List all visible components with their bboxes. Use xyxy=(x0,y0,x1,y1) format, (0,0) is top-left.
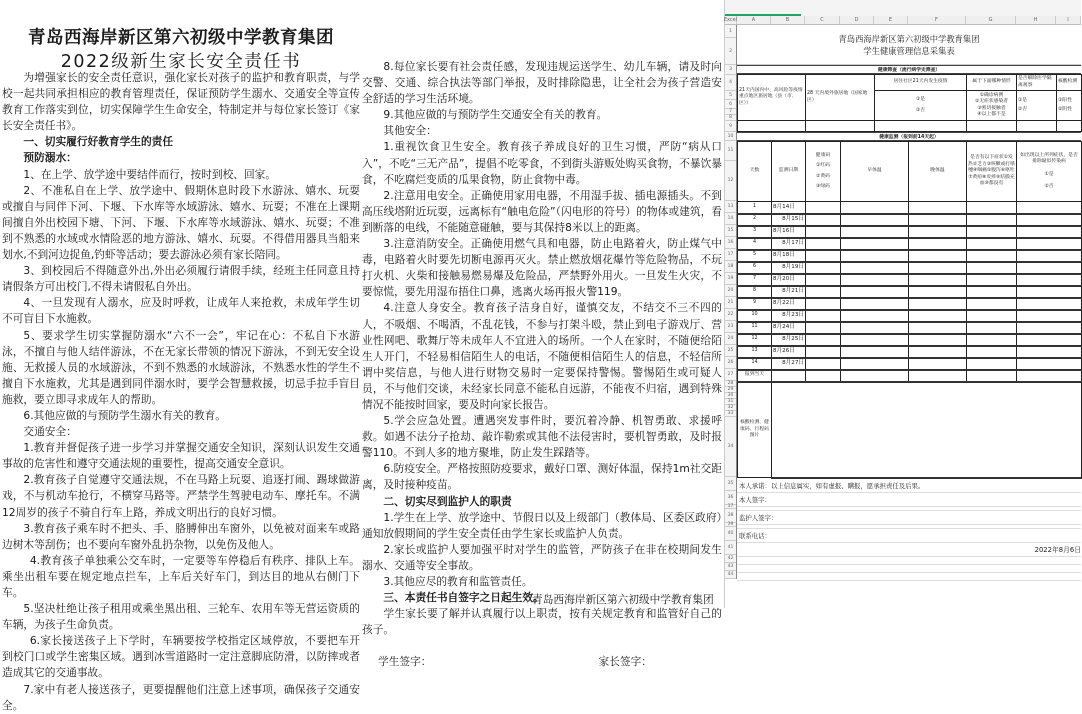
pledge-row xyxy=(737,479,1081,493)
row-header[interactable]: 34 xyxy=(725,417,736,477)
health-code-cell[interactable] xyxy=(806,214,841,226)
responsibility-letter-page-1 xyxy=(0,0,362,712)
answer-cell[interactable] xyxy=(1017,121,1057,132)
report-day-label: 报到当天 xyxy=(738,370,772,382)
row-header[interactable]: 40 xyxy=(725,527,736,541)
day-header: 天数 xyxy=(738,142,772,202)
row-header[interactable]: 30 xyxy=(725,393,736,399)
morning-temp-cell[interactable] xyxy=(841,262,909,274)
day-cell[interactable]: 11 xyxy=(738,322,772,334)
diagnosis-cell[interactable] xyxy=(1017,370,1082,382)
symptoms-cell[interactable] xyxy=(967,346,1017,358)
history-q4-header[interactable]: 属于下面哪种情形 xyxy=(967,75,1017,91)
monitor-row xyxy=(738,310,1082,322)
sheet-title xyxy=(737,25,1081,65)
row-header[interactable]: 17 xyxy=(725,249,736,261)
monitor-row xyxy=(738,286,1082,298)
column-header[interactable]: D xyxy=(840,16,874,24)
closing-paragraph: 学生家长要了解并认真履行以上职责，按有关规定教育和监管好自己的孩子。 xyxy=(362,607,722,637)
history-q6-header[interactable]: 核酸检测 xyxy=(1057,75,1082,91)
diagnosis-cell[interactable] xyxy=(1017,262,1082,274)
date-cell[interactable]: 8月27日 xyxy=(772,358,806,370)
traffic-item: 7.家中有老人接送孩子，更要提醒他们注意上述事项，确保孩子交通安全。 xyxy=(2,682,360,712)
row-header[interactable]: 33 xyxy=(725,411,736,417)
evening-temp-cell[interactable] xyxy=(909,262,967,274)
row-header[interactable]: 8 xyxy=(725,115,736,121)
row-header[interactable]: 16 xyxy=(725,237,736,249)
monitor-row xyxy=(738,250,1082,262)
symptoms-cell[interactable] xyxy=(967,274,1017,286)
option: ②否 xyxy=(915,108,926,113)
row-header[interactable]: 21 xyxy=(725,297,736,309)
row-header[interactable]: 19 xyxy=(725,273,736,285)
responsibility-letter-page-2 xyxy=(362,0,724,669)
row-header[interactable]: 13 xyxy=(725,201,736,213)
row-header[interactable]: 39 xyxy=(725,523,736,527)
history-q1-cell[interactable]: 21天内国内中、高风险等疫情重点地区旅居地（县（市、区）） xyxy=(738,75,806,121)
evening-temp-cell[interactable] xyxy=(909,358,967,370)
option: ④以上都不是 xyxy=(977,112,1006,117)
drowning-item: 4、一旦发现有人溺水，应及时呼救，让成年人来抢救，未成年学生切不可盲目下水施救。 xyxy=(2,296,360,326)
morning-temp-cell[interactable] xyxy=(841,226,909,238)
row-header[interactable]: 1 xyxy=(725,25,736,38)
photo-area[interactable] xyxy=(772,382,1082,478)
history-q5-header[interactable]: 是否解除医学隔离观察 xyxy=(1017,75,1057,91)
date-cell[interactable] xyxy=(772,370,806,382)
monitor-row xyxy=(738,274,1082,286)
monitor-row xyxy=(738,322,1082,334)
evening-temp-cell[interactable] xyxy=(909,214,967,226)
traffic-item: 6.家长接送孩子上下学时，车辆要按学校指定区域停放，不要把车开到校门口或学生密集区域。遇到冰雪道路时一定注意脚底防滑，以防摔或者造成其它的交通事故。 xyxy=(2,634,360,680)
date-cell[interactable]: 8月19日 xyxy=(772,262,806,274)
morning-temp-cell[interactable] xyxy=(841,334,909,346)
day-cell[interactable]: 10 xyxy=(738,310,772,322)
evening-temp-cell[interactable] xyxy=(909,322,967,334)
diagnosis-cell[interactable] xyxy=(1017,202,1082,214)
symptoms-cell[interactable] xyxy=(967,226,1017,238)
row-header[interactable]: 4 xyxy=(725,75,736,91)
row-header[interactable]: 25 xyxy=(725,345,736,357)
day-cell[interactable]: 3 xyxy=(738,226,772,238)
answer-cell[interactable] xyxy=(738,121,806,132)
phone-label: 联系电话： xyxy=(739,531,771,540)
report-day-row xyxy=(738,370,1082,382)
diagnosis-cell[interactable] xyxy=(1017,238,1082,250)
diagnosis-cell[interactable] xyxy=(1017,274,1082,286)
date-cell[interactable]: 8月21日 xyxy=(772,286,806,298)
label: 健康码 xyxy=(815,152,831,158)
health-code-cell[interactable] xyxy=(806,370,841,382)
date-cell[interactable]: 8月18日 xyxy=(772,250,806,262)
answer-cell[interactable] xyxy=(967,121,1017,132)
day-cell[interactable]: 9 xyxy=(738,298,772,310)
evening-temp-cell[interactable] xyxy=(909,298,967,310)
day-cell[interactable]: 8 xyxy=(738,286,772,298)
column-header-bar xyxy=(725,16,1081,25)
guardian-signature-label: 监护人签字： xyxy=(739,513,778,522)
sheet-title-org: 青岛西海岸新区第六初级中学教育集团 xyxy=(838,33,980,44)
traffic-heading: 交通安全： xyxy=(23,425,77,439)
diagnosis-cell[interactable] xyxy=(1017,250,1082,262)
drowning-heading: 预防溺水： xyxy=(23,151,77,165)
date-cell[interactable]: 8月25日 xyxy=(772,334,806,346)
row-header[interactable]: 20 xyxy=(725,285,736,297)
morning-temp-cell[interactable] xyxy=(841,370,909,382)
history-q2-cell[interactable]: 28 天内境外旅居地（国家地区） xyxy=(806,75,875,121)
row-header[interactable]: 15 xyxy=(725,225,736,237)
other-safety-item: 1.重视饮食卫生安全。教育孩子养成良好的卫生习惯，严防“病从口入”，不吃“三无产品”，提倡不吃零食，不到街头游贩处购买食物，不暴饮暴食，不吃腐烂变质的瓜果食物，防止食物中毒。 xyxy=(362,140,722,186)
footer-org: 青岛西海岸新区第六初级中学教育集团 xyxy=(532,593,714,606)
diagnosis-cell[interactable] xyxy=(1017,226,1082,238)
symptoms-cell[interactable] xyxy=(967,334,1017,346)
evening-temp-cell[interactable] xyxy=(909,250,967,262)
row-header[interactable]: 44 xyxy=(725,571,736,579)
option: ①阳性 xyxy=(1058,97,1072,103)
photo-label: 核酸检测、健康码、行程码图片 xyxy=(738,382,772,478)
symptoms-cell[interactable] xyxy=(967,286,1017,298)
row-header[interactable]: 23 xyxy=(725,321,736,333)
symptoms-cell[interactable] xyxy=(967,250,1017,262)
date-cell[interactable]: 8月26日 xyxy=(772,346,806,358)
health-code-cell[interactable] xyxy=(806,346,841,358)
symptoms-cell[interactable] xyxy=(967,358,1017,370)
day-cell[interactable]: 4 xyxy=(738,238,772,250)
other-safety-item: 4.注意人身安全。教育孩子洁身自好，谨慎交友，不结交不三不四的人，不吸烟、不喝酒，不乱花钱，不参与打架斗殴，禁止到电子游戏厅、营业性网吧、歌舞厅等未成年人不宜进入的场所。一个人在家时，不随便给陌生人开门，不轻易相信陌生人的电话，不随便相信陌生人的信息，不轻信所谓中奖信息，与他人进行财物交易时一定要保持警惕。警惕陌生或可疑人员，不与他们交谈，未经家长同意不能私自远游，不能夜不归宿，遇到特殊情况不能按时回家，要及时向家长报告。 xyxy=(362,301,722,411)
option: ①是 xyxy=(1044,171,1054,177)
morning-temp-cell[interactable] xyxy=(841,322,909,334)
symptoms-header: 是否有以下症状①发热②乏力③咳嗽或打喷嚏④咽痛⑤腹泻⑥呕吐⑦黄疸⑧皮疹⑨结膜充血⑩都没有 xyxy=(967,142,1017,202)
row-header[interactable]: 9 xyxy=(725,121,736,132)
signature-row xyxy=(362,654,722,670)
morning-temp-cell[interactable] xyxy=(841,214,909,226)
parent-signature-label: 家长签字： xyxy=(598,655,652,669)
traffic-item: 5.坚决杜绝让孩子租用或乘坐黑出租、三轮车、农用车等无营运资质的车辆，为孩子生命负责。 xyxy=(2,602,360,632)
health-code-cell[interactable] xyxy=(806,226,841,238)
student-signature-label: 学生签字： xyxy=(378,655,432,669)
monitor-row xyxy=(738,358,1082,370)
health-code-cell[interactable] xyxy=(806,274,841,286)
section3-heading: 三、本责任书自签字之日起生效。 xyxy=(383,591,544,605)
morning-temp-cell[interactable] xyxy=(841,298,909,310)
date-cell[interactable]: 8月15日 xyxy=(772,214,806,226)
symptoms-cell[interactable] xyxy=(967,298,1017,310)
org-title: 青岛西海岸新区第六初级中学教育集团 xyxy=(28,28,334,48)
guardian-item: 2.家长或监护人要加强平时对学生的监管，严防孩子在非在校期间发生溺水、交通等安全事故。 xyxy=(362,542,722,572)
section1-heading: 一、切实履行好教育学生的责任 xyxy=(23,135,174,149)
empty-row[interactable] xyxy=(737,573,1081,581)
option: ②黄码 xyxy=(816,173,830,179)
page2-body xyxy=(362,59,722,670)
self-signature-row[interactable] xyxy=(737,493,1081,507)
evening-temp-cell[interactable] xyxy=(909,370,967,382)
other-safety-item: 6.防疫安全。严格按照防疫要求，戴好口罩、测好体温，保持1m社交距离，及时接种疫苗。 xyxy=(362,462,722,492)
option: ③密切接触者 xyxy=(977,105,1006,111)
signature-area xyxy=(737,479,1081,581)
row-header[interactable]: 32 xyxy=(725,405,736,411)
diagnosis-cell[interactable] xyxy=(1017,322,1082,334)
morning-temp-cell[interactable] xyxy=(841,202,909,214)
row-header[interactable]: 41 xyxy=(725,541,736,555)
other-safety-item: 5.学会应急处置。遭遇突发事件时，要沉着冷静、机智勇敢、求援呼救。如遇不法分子抢劫、敲诈勒索或其他不法侵害时，要机智勇敢，及时报警110。不到人多的地方聚堆，防止发生踩踏等。 xyxy=(362,414,722,460)
symptoms-cell[interactable] xyxy=(967,238,1017,250)
symptoms-cell[interactable] xyxy=(967,322,1017,334)
row-header[interactable]: 28 xyxy=(725,381,736,387)
answer-cell[interactable] xyxy=(875,121,967,132)
morning-temp-header: 早体温 xyxy=(841,142,909,202)
row-header[interactable]: 7 xyxy=(725,109,736,115)
symptoms-cell[interactable] xyxy=(967,370,1017,382)
row-header[interactable]: 18 xyxy=(725,261,736,273)
corner-cell[interactable]: Excel xyxy=(723,17,738,23)
self-signature-label: 本人签字： xyxy=(739,495,771,504)
diagnosis-cell[interactable] xyxy=(1017,334,1082,346)
other-safety-item: 2.注意用电安全。正确使用家用电器，不用湿手拔、插电源插头。不到高压线塔附近玩耍，远离标有“触电危险”（闪电形的符号）的物体或建筑，看到断落的电线，不能随意碰触，要与其保持8米以上的距离。 xyxy=(362,188,722,234)
evening-temp-cell[interactable] xyxy=(909,334,967,346)
evening-temp-cell[interactable] xyxy=(909,226,967,238)
date-cell[interactable]: 8月22日 xyxy=(772,298,806,310)
history-q5-options[interactable] xyxy=(1017,91,1057,121)
morning-temp-cell[interactable] xyxy=(841,346,909,358)
symptoms-cell[interactable] xyxy=(967,262,1017,274)
column-header[interactable]: C xyxy=(805,16,840,24)
photo-row xyxy=(738,382,1082,478)
row-header[interactable]: 24 xyxy=(725,333,736,345)
column-header[interactable]: I xyxy=(1056,16,1081,24)
traffic-item: 8.每位家长要有社会责任感，发现违规运送学生、幼儿车辆，请及时向交警、交通、综合执法等部门举报，及时排除隐患，让全社会为孩子营造安全舒适的学习生活环境。 xyxy=(362,60,722,106)
row-header[interactable]: 29 xyxy=(725,387,736,393)
option: ③绿码 xyxy=(816,184,830,189)
date-cell[interactable]: 8月23日 xyxy=(772,310,806,322)
health-code-cell[interactable] xyxy=(806,298,841,310)
diagnosis-header xyxy=(1017,142,1082,202)
drowning-item: 3、到校园后不得随意外出,外出必须履行请假手续，经班主任同意且持请假条方可出校门,不得未请假私自外出。 xyxy=(2,264,360,294)
morning-temp-cell[interactable] xyxy=(841,310,909,322)
guardian-item: 3.其他应尽的教育和监管责任。 xyxy=(383,575,533,588)
monitor-row xyxy=(738,334,1082,346)
date-header: 监测日期 xyxy=(772,142,806,202)
day-cell[interactable]: 5 xyxy=(738,250,772,262)
row-header[interactable]: 22 xyxy=(725,309,736,321)
day-cell[interactable]: 12 xyxy=(738,334,772,346)
monitor-row xyxy=(738,226,1082,238)
row-header[interactable]: 2 xyxy=(725,38,736,65)
drowning-item: 6.其他应做的与预防学生溺水有关的教育。 xyxy=(23,408,226,422)
document-title: 2022级新生家长安全责任书 xyxy=(60,52,302,72)
monitor-row xyxy=(738,298,1082,310)
row-header[interactable]: 6 xyxy=(725,100,736,109)
option: ①红码 xyxy=(816,163,830,168)
other-safety-heading: 其他安全： xyxy=(383,124,437,138)
row-header[interactable]: 35 xyxy=(725,477,736,491)
monitor-row xyxy=(738,214,1082,226)
evening-temp-cell[interactable] xyxy=(909,310,967,322)
morning-temp-cell[interactable] xyxy=(841,358,909,370)
diagnosis-cell[interactable] xyxy=(1017,214,1082,226)
morning-temp-cell[interactable] xyxy=(841,274,909,286)
monitor-table xyxy=(737,141,1082,479)
traffic-item: 9.其他应做的与预防学生交通安全有关的教育。 xyxy=(383,108,608,122)
section2-heading: 二、切实尽到监护人的职责 xyxy=(383,494,512,508)
row-header[interactable]: 31 xyxy=(725,399,736,405)
label: 如出现以上所列症状，是否排除疑似传染病 xyxy=(1020,152,1078,164)
health-code-cell[interactable] xyxy=(806,310,841,322)
history-q3-header[interactable]: 居住社区21天内发生疫情 xyxy=(875,75,967,91)
health-code-cell[interactable] xyxy=(806,286,841,298)
health-code-cell[interactable] xyxy=(806,238,841,250)
evening-temp-cell[interactable] xyxy=(909,286,967,298)
evening-temp-header: 晚体温 xyxy=(909,142,967,202)
option: ①是 xyxy=(915,96,926,102)
day-cell[interactable]: 7 xyxy=(738,274,772,286)
diagnosis-cell[interactable] xyxy=(1017,346,1082,358)
monitor-section-header: 健康监测（报到前14天起） xyxy=(737,132,1081,141)
morning-temp-cell[interactable] xyxy=(841,238,909,250)
row-header[interactable]: 12 xyxy=(725,161,736,201)
answer-cell[interactable] xyxy=(1057,121,1082,132)
row-header-bar xyxy=(725,25,737,579)
column-header[interactable]: H xyxy=(1016,16,1056,24)
option: ②否 xyxy=(1044,184,1054,189)
health-code-cell[interactable] xyxy=(806,334,841,346)
day-cell[interactable]: 6 xyxy=(738,262,772,274)
guardian-item: 1.学生在上学、放学途中、节假日以及上级部门（教体局、区委区政府）通知放假期间的学生安全责任由学生家长或监护人负责。 xyxy=(362,510,722,540)
symptoms-cell[interactable] xyxy=(967,214,1017,226)
sheet-content xyxy=(737,25,1081,581)
drowning-item: 2、不准私自在上学、放学途中、假期休息时段下水游泳、嬉水、玩耍或擅自与同伴下河、下堰、下水库等水域游泳、嬉水、玩耍；不准在上课期间擅自外出校园下塘、下河、下堰、下水库等水域游泳、嬉水、玩耍；不准到不熟悉的水域或水情险恶的地方游泳、嬉水、玩耍。不得借用器具当船来划水,不到河边捉鱼,钓虾等活动；要去游泳必须有家长陪同。 xyxy=(2,183,360,262)
option: ①是 xyxy=(1018,97,1028,103)
morning-temp-cell[interactable] xyxy=(841,286,909,298)
traffic-item: 3.教育孩子乘车时不把头、手、胳膊伸出车窗外，以免被对面来车或路边树木等刮伤；也不要向车窗外乱扔杂物，以免伤及他人。 xyxy=(2,521,360,551)
phone-row[interactable] xyxy=(737,529,1081,543)
row-header[interactable]: 37 xyxy=(725,505,736,509)
row-header[interactable]: 11 xyxy=(725,141,736,161)
date-cell[interactable]: 8月14日 xyxy=(772,202,806,214)
column-header[interactable]: E xyxy=(874,16,908,24)
date-cell[interactable]: 8月20日 xyxy=(772,274,806,286)
history-q4-options[interactable] xyxy=(967,91,1017,121)
symptoms-cell[interactable] xyxy=(967,310,1017,322)
diagnosis-cell[interactable] xyxy=(1017,298,1082,310)
column-header[interactable]: B xyxy=(771,16,805,24)
history-q3-options[interactable] xyxy=(875,91,967,121)
evening-temp-cell[interactable] xyxy=(909,346,967,358)
health-code-header xyxy=(806,142,841,202)
traffic-item: 1.教育并督促孩子进一步学习并掌握交通安全知识，深刻认识发生交通事故的危害性和遵守交通法规的重要性，提高交通安全意识。 xyxy=(2,441,360,471)
row-header[interactable]: 38 xyxy=(725,509,736,523)
evening-temp-cell[interactable] xyxy=(909,238,967,250)
history-table xyxy=(737,74,1082,132)
date-cell[interactable]: 8月17日 xyxy=(772,238,806,250)
symptoms-cell[interactable] xyxy=(967,202,1017,214)
sheet-title-name: 学生健康管理信息采集表 xyxy=(863,45,955,56)
row-header[interactable]: 5 xyxy=(725,91,736,100)
date-cell[interactable]: 8月16日 xyxy=(772,226,806,238)
evening-temp-cell[interactable] xyxy=(909,274,967,286)
diagnosis-cell[interactable] xyxy=(1017,358,1082,370)
day-cell[interactable]: 14 xyxy=(738,358,772,370)
column-header[interactable]: F xyxy=(908,16,966,24)
health-code-cell[interactable] xyxy=(806,358,841,370)
drowning-item: 1、在上学、放学途中要结伴而行，按时到校、回家。 xyxy=(23,167,277,181)
date-cell[interactable]: 8月24日 xyxy=(772,322,806,334)
traffic-item: 4.教育孩子单独乘公交车时，一定要等车停稳后有秩序、排队上车。乘坐出租车要在规定地点拦车，上车后关好车门，到达目的地从右侧门下车。 xyxy=(2,553,360,599)
row-header[interactable]: 42 xyxy=(725,555,736,563)
history-q6-options[interactable] xyxy=(1057,91,1082,121)
monitor-row xyxy=(738,262,1082,274)
row-header[interactable]: 26 xyxy=(725,357,736,369)
row-header[interactable]: 36 xyxy=(725,491,736,505)
option: ②无症状感染者 xyxy=(974,99,1009,104)
pledge-text: 本人承诺：以上信息属实，如有虚报、瞒报，愿承担责任及后果。 xyxy=(739,481,925,490)
row-header[interactable]: 43 xyxy=(725,563,736,571)
evening-temp-cell[interactable] xyxy=(909,202,967,214)
monitor-row xyxy=(738,238,1082,250)
monitor-row xyxy=(738,202,1082,214)
health-code-cell[interactable] xyxy=(806,322,841,334)
day-cell[interactable]: 13 xyxy=(738,346,772,358)
monitor-row xyxy=(738,346,1082,358)
traffic-item: 2.教育孩子自觉遵守交通法规，不在马路上玩耍、追逐打闹、踢球做游戏，不与机动车抢行，不横穿马路等。严禁学生驾驶电动车、摩托车。不满12周岁的孩子不骑自行车上路，养成文明出行的良好习惯。 xyxy=(2,473,360,519)
row-header[interactable]: 14 xyxy=(725,213,736,225)
row-header[interactable]: 10 xyxy=(725,132,736,141)
diagnosis-cell[interactable] xyxy=(1017,310,1082,322)
option: ②阴性 xyxy=(1058,107,1072,112)
option: ②否 xyxy=(1018,107,1028,112)
column-header[interactable]: G xyxy=(966,16,1016,24)
morning-temp-cell[interactable] xyxy=(841,250,909,262)
row-header[interactable]: 27 xyxy=(725,369,736,381)
drowning-item: 5、要求学生切实掌握防溺水“六不一会”，牢记在心：不私自下水游泳，不擅自与他人结伴游泳，不在无家长带领的情况下游泳，不到无安全设施、无救援人员的水域游泳，不到不熟悉的水域游泳，不熟悉水性的学生不擅自下水施救，尤其是遇到同伴溺水时，要学会智慧救援，切忌手拉手盲目施救，要立即寻求成年人的帮助。 xyxy=(2,328,360,406)
history-section-header: 健康筛查（流行病学史筛查） xyxy=(737,65,1081,74)
day-cell[interactable]: 1 xyxy=(738,202,772,214)
intro-paragraph: 为增强家长的安全责任意识，强化家长对孩子的监护和教育职责，与学校一起共同承担相应的教育管理责任，保证预防学生溺水、交通安全等宣传教育工作落实到位，切实保障学生生命安全，特制定并与每位家长签订《家长安全责任书》。 xyxy=(2,71,360,133)
health-code-cell[interactable] xyxy=(806,202,841,214)
health-code-cell[interactable] xyxy=(806,250,841,262)
health-info-spreadsheet xyxy=(724,0,1080,608)
other-safety-item: 3.注意消防安全。正确使用燃气具和电器，防止电路着火，防止煤气中毒，电路着火时要先切断电源再灭火。禁止燃放烟花爆竹等危险物品，不玩打火机、火柴和接触易燃易爆及危险品，严禁野外用火。一旦发生火灾，不要惊慌，要先用湿布捂住口鼻，逃离火场再报火警119。 xyxy=(362,237,722,299)
option: ①确诊病例 xyxy=(979,92,1004,98)
empty-row[interactable] xyxy=(737,565,1081,573)
page1-body xyxy=(2,70,360,714)
date-row xyxy=(737,543,1081,557)
spreadsheet-toolbar xyxy=(725,0,1081,16)
empty-row[interactable] xyxy=(737,557,1081,565)
row-header[interactable]: 3 xyxy=(725,65,736,75)
sheet-date: 2022年8月6日 xyxy=(1034,546,1081,554)
diagnosis-cell[interactable] xyxy=(1017,286,1082,298)
day-cell[interactable]: 2 xyxy=(738,214,772,226)
health-code-cell[interactable] xyxy=(806,262,841,274)
answer-cell[interactable] xyxy=(806,121,875,132)
guardian-signature-row[interactable] xyxy=(737,511,1081,525)
column-header[interactable]: A xyxy=(737,16,771,24)
